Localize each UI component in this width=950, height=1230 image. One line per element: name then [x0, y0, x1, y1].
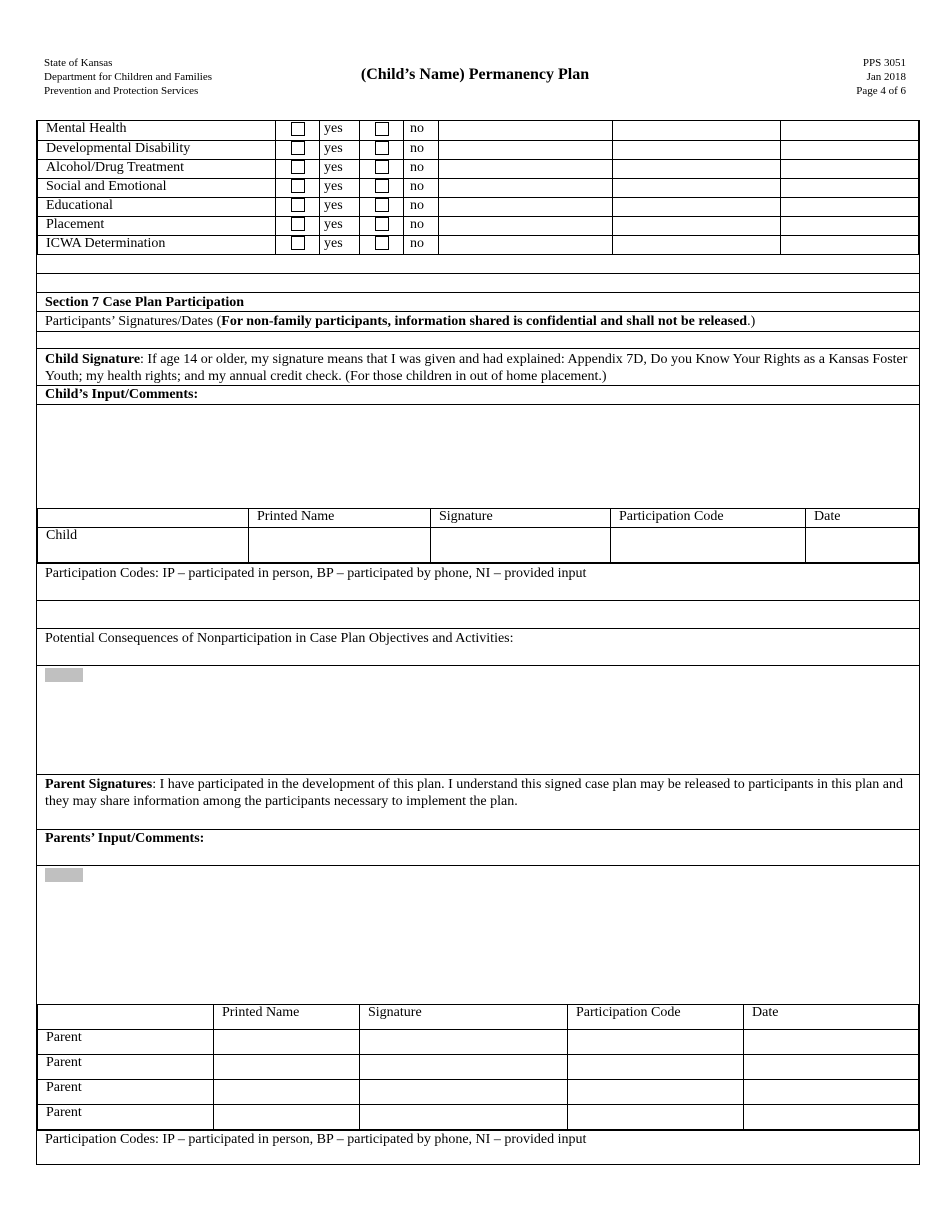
assessment-field[interactable]: [439, 140, 613, 159]
yes-label: yes: [320, 178, 360, 197]
no-label: no: [404, 121, 439, 140]
child-signature-field[interactable]: [431, 527, 611, 563]
no-label: no: [404, 178, 439, 197]
parent-signature-field[interactable]: [360, 1104, 568, 1130]
section-7-heading: Section 7 Case Plan Participation: [45, 295, 245, 310]
parent-signatures-label: Parent Signatures: [45, 777, 153, 792]
no-checkbox-cell: [360, 216, 404, 235]
no-checkbox[interactable]: [375, 122, 389, 136]
agency-division: Prevention and Protection Services: [44, 85, 199, 97]
parent-row: [38, 1079, 919, 1104]
yes-checkbox[interactable]: [291, 236, 305, 250]
blank-row: [36, 600, 920, 628]
assessment-row: [38, 235, 919, 254]
parent-signature-field[interactable]: [360, 1054, 568, 1079]
yes-checkbox-cell: [276, 140, 320, 159]
no-label: no: [404, 235, 439, 254]
no-checkbox[interactable]: [375, 141, 389, 155]
assessment-field[interactable]: [613, 235, 781, 254]
yes-checkbox-cell: [276, 121, 320, 140]
yes-checkbox[interactable]: [291, 179, 305, 193]
parents-comments-area[interactable]: [36, 865, 920, 1004]
participation-codes-text: Participation Codes: IP – participated in person, BP – participated by phone, NI – provided input: [45, 566, 587, 581]
yes-label: yes: [320, 235, 360, 254]
assessment-field[interactable]: [439, 159, 613, 178]
child-participation-code-field[interactable]: [611, 527, 806, 563]
no-checkbox[interactable]: [375, 217, 389, 231]
yes-label: yes: [320, 140, 360, 159]
assessment-field[interactable]: [781, 178, 919, 197]
assessment-row: [38, 159, 919, 178]
agency-department: Department for Children and Families: [44, 71, 213, 83]
header-signature: Signature: [431, 509, 611, 527]
no-label: no: [404, 216, 439, 235]
parent-row-label: Parent: [38, 1029, 214, 1054]
header-participation-code: Participation Code: [611, 509, 806, 527]
participants-confidentiality: For non-family participants, information shared is confidential and shall not be released: [221, 314, 748, 329]
assessment-label: Placement: [38, 216, 276, 235]
parent-signatures-statement: [36, 774, 920, 829]
parent-signatures-text: : I have participated in the development of this plan. I understand this signed case plan may be released to participants in this plan and they may share information among the participants necessary to implement the plan.: [45, 777, 903, 809]
assessment-field[interactable]: [439, 216, 613, 235]
assessment-row: [38, 121, 919, 140]
header-participation-code: Participation Code: [568, 1005, 744, 1029]
participants-prefix: Participants’ Signatures/Dates (: [45, 314, 222, 329]
child-row-label: Child: [38, 527, 249, 563]
no-checkbox[interactable]: [375, 198, 389, 212]
no-checkbox[interactable]: [375, 179, 389, 193]
child-signature-statement: [36, 348, 920, 385]
child-printed-name-field[interactable]: [249, 527, 431, 563]
assessment-table: [36, 120, 920, 255]
assessment-field[interactable]: [613, 178, 781, 197]
form-info: [856, 56, 906, 98]
participation-codes-row: [36, 562, 920, 600]
assessment-field[interactable]: [781, 216, 919, 235]
assessment-field[interactable]: [613, 197, 781, 216]
assessment-field[interactable]: [781, 159, 919, 178]
no-checkbox-cell: [360, 140, 404, 159]
no-checkbox-cell: [360, 235, 404, 254]
parent-row: [38, 1054, 919, 1079]
parent-date-field[interactable]: [744, 1104, 919, 1130]
yes-checkbox-cell: [276, 197, 320, 216]
assessment-field[interactable]: [781, 235, 919, 254]
parent-row: [38, 1029, 919, 1054]
no-label: no: [404, 197, 439, 216]
child-signature-label: Child Signature: [45, 352, 141, 367]
parents-input-label: Parents’ Input/Comments:: [45, 831, 205, 846]
no-checkbox[interactable]: [375, 160, 389, 174]
parent-participation-code-field[interactable]: [568, 1104, 744, 1130]
yes-checkbox[interactable]: [291, 160, 305, 174]
participation-codes-text: Participation Codes: IP – participated in person, BP – participated by phone, NI – provided input: [45, 1132, 587, 1147]
consequences-label: Potential Consequences of Nonparticipation in Case Plan Objectives and Activities:: [45, 631, 514, 646]
assessment-field[interactable]: [439, 197, 613, 216]
yes-label: yes: [320, 197, 360, 216]
assessment-field[interactable]: [781, 121, 919, 140]
participants-signatures-row: [36, 311, 920, 331]
no-checkbox-cell: [360, 178, 404, 197]
agency-state: State of Kansas: [44, 57, 113, 69]
yes-checkbox[interactable]: [291, 141, 305, 155]
form-field-marker[interactable]: [45, 868, 83, 882]
child-date-field[interactable]: [806, 527, 919, 563]
parent-signature-field[interactable]: [360, 1079, 568, 1104]
yes-checkbox-cell: [276, 235, 320, 254]
form-date: Jan 2018: [866, 71, 906, 83]
assessment-field[interactable]: [439, 235, 613, 254]
parent-row-label: Parent: [38, 1079, 214, 1104]
assessment-field[interactable]: [781, 140, 919, 159]
header-date: Date: [744, 1005, 919, 1029]
assessment-row: [38, 197, 919, 216]
no-label: no: [404, 140, 439, 159]
assessment-label: Educational: [38, 197, 276, 216]
child-input-label-row: [36, 385, 920, 404]
no-label: no: [404, 159, 439, 178]
assessment-field[interactable]: [439, 178, 613, 197]
yes-checkbox-cell: [276, 216, 320, 235]
assessment-row: [38, 178, 919, 197]
no-checkbox-cell: [360, 197, 404, 216]
yes-checkbox[interactable]: [291, 217, 305, 231]
assessment-row: [38, 216, 919, 235]
form-number: PPS 3051: [862, 57, 906, 69]
parent-row: [38, 1104, 919, 1130]
parent-printed-name-field[interactable]: [214, 1054, 360, 1079]
yes-label: yes: [320, 121, 360, 140]
parent-row-label: Parent: [38, 1104, 214, 1130]
parents-input-label-row: [36, 829, 920, 865]
assessment-label: ICWA Determination: [38, 235, 276, 254]
form-field-marker[interactable]: [45, 668, 83, 682]
parent-signature-field[interactable]: [360, 1029, 568, 1054]
header-printed-name: Printed Name: [214, 1005, 360, 1029]
yes-label: yes: [320, 159, 360, 178]
assessment-field[interactable]: [439, 121, 613, 140]
blank-row: [36, 254, 920, 273]
section-7-title: [36, 292, 920, 311]
yes-checkbox-cell: [276, 159, 320, 178]
child-signature-table: [36, 508, 920, 564]
yes-checkbox[interactable]: [291, 122, 305, 136]
assessment-field[interactable]: [781, 197, 919, 216]
page-number: Page 4 of 6: [856, 85, 906, 97]
assessment-label: Developmental Disability: [38, 140, 276, 159]
header-blank: [38, 1005, 214, 1029]
blank-row: [36, 273, 920, 292]
header-date: Date: [806, 509, 919, 527]
assessment-field[interactable]: [613, 159, 781, 178]
parent-signature-table: [36, 1004, 920, 1131]
participants-suffix: .): [747, 314, 756, 329]
yes-checkbox-cell: [276, 178, 320, 197]
parent-date-field[interactable]: [744, 1079, 919, 1104]
header-blank: [38, 509, 249, 527]
parent-date-field[interactable]: [744, 1029, 919, 1054]
assessment-field[interactable]: [613, 216, 781, 235]
parent-printed-name-field[interactable]: [214, 1104, 360, 1130]
assessment-field[interactable]: [613, 121, 781, 140]
assessment-row: [38, 140, 919, 159]
parent-participation-code-field[interactable]: [568, 1079, 744, 1104]
no-checkbox-cell: [360, 159, 404, 178]
yes-label: yes: [320, 216, 360, 235]
child-input-label: Child’s Input/Comments:: [45, 387, 199, 402]
parent-date-field[interactable]: [744, 1054, 919, 1079]
parent-participation-code-field[interactable]: [568, 1029, 744, 1054]
assessment-label: Social and Emotional: [38, 178, 276, 197]
participation-codes-row-2: [36, 1129, 920, 1165]
child-signature-text: : If age 14 or older, my signature means that I was given and had explained: Appendix 7D, Do you Know Your Rights as a Kansas Foster Youth; my health rights; and my annual credit check. (For those children in out of home placement.): [45, 352, 908, 384]
no-checkbox-cell: [360, 121, 404, 140]
yes-checkbox[interactable]: [291, 198, 305, 212]
no-checkbox[interactable]: [375, 236, 389, 250]
parent-printed-name-field[interactable]: [214, 1079, 360, 1104]
parent-participation-code-field[interactable]: [568, 1054, 744, 1079]
parent-row-label: Parent: [38, 1054, 214, 1079]
blank-row: [36, 331, 920, 348]
page-title: (Child’s Name) Permanency Plan: [360, 66, 590, 83]
assessment-label: Alcohol/Drug Treatment: [38, 159, 276, 178]
header-signature: Signature: [360, 1005, 568, 1029]
parent-printed-name-field[interactable]: [214, 1029, 360, 1054]
assessment-field[interactable]: [613, 140, 781, 159]
header-printed-name: Printed Name: [249, 509, 431, 527]
child-comments-area[interactable]: [36, 404, 920, 508]
assessment-label: Mental Health: [38, 121, 276, 140]
consequences-row: [36, 628, 920, 665]
consequences-area[interactable]: [36, 665, 920, 774]
